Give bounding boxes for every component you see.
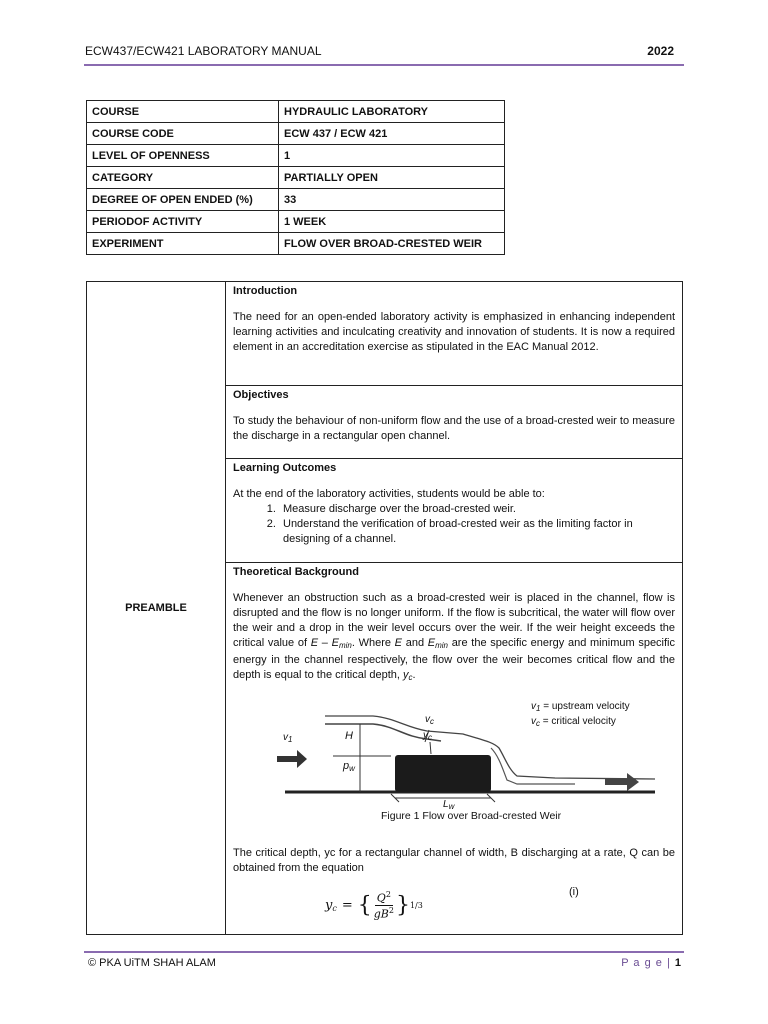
figure-caption: Figure 1 Flow over Broad-crested Weir (381, 810, 562, 822)
introduction-section (226, 282, 682, 386)
label-pw: $p_w$ (343, 760, 355, 773)
outcomes-list (233, 502, 675, 547)
label-yc: $y_c$ (423, 730, 432, 742)
manual-title: ECW437/ECW421 LABORATORY MANUAL (85, 44, 322, 58)
info-key: DEGREE OF OPEN ENDED (%) (87, 189, 279, 211)
label-H: H (345, 730, 353, 742)
table-row (87, 101, 505, 123)
figure-legend: $v_1$ = upstream velocity $v_c$ = critical velocity (531, 701, 630, 728)
info-key: PERIODOF ACTIVITY (87, 211, 279, 233)
info-value: ECW 437 / ECW 421 (279, 123, 505, 145)
table-row (87, 189, 505, 211)
learning-outcomes-section (226, 459, 682, 563)
info-key: EXPERIMENT (87, 233, 279, 255)
label-lw: $L_w$ (443, 799, 455, 811)
manual-year: 2022 (647, 44, 674, 58)
footer-divider (84, 951, 684, 953)
table-row (87, 167, 505, 189)
table-row (87, 145, 505, 167)
table-row (87, 211, 505, 233)
preamble-content (226, 282, 683, 935)
section-text: At the end of the laboratory activities, students would be able to: (233, 488, 545, 500)
info-key: CATEGORY (87, 167, 279, 189)
preamble-table (86, 281, 683, 935)
critical-depth-equation: $y_c$ = { $Q^2$ $gB^2$ } 1/3 (i) (325, 886, 579, 921)
section-title: Learning Outcomes (233, 462, 337, 474)
eq-equals: = (341, 897, 353, 913)
label-v1: $v_1$ (283, 732, 293, 744)
info-value: HYDRAULIC LABORATORY (279, 101, 505, 123)
theoretical-background-section (226, 563, 682, 934)
eq-fraction: $Q^2$ $gB^2$ (373, 890, 394, 921)
section-title: Theoretical Background (233, 566, 359, 578)
list-item: 2. Understand the verification of broad-crested weir as the limiting factor in designing of a channel. (279, 517, 675, 547)
label-vc: $v_c$ (425, 714, 434, 726)
footer-copyright: © PKA UiTM SHAH ALAM (88, 957, 216, 969)
table-row (87, 123, 505, 145)
section-text: The critical depth, yc for a rectangular channel of width, B discharging at a rate, Q can be obtained from the equation (233, 847, 675, 874)
weir-figure (255, 700, 675, 832)
eq-lhs: $y_c$ (325, 897, 337, 913)
section-text: Whenever an obstruction such as a broad-crested weir is placed in the channel, flow is disrupted and the flow is no longer uniform. If the flow is subcritical, the water will flow over the weir and a drop in the weir level occurs over the weir. If the weir height exceeds the critical value of E – $E_{min}$. Where E and $E_{min}$ are the specific energy and minimum specific energy in the channel respectively, the flow over the weir becomes critical flow and the depth is equal to the critical depth, $y_c$. (233, 592, 676, 682)
info-key: COURSE CODE (87, 123, 279, 145)
section-text: The need for an open-ended laboratory activity is emphasized in enhancing independent learning activities and inculcating creativity and innovation of students. It is now a required element in an accreditation exercise as stipulated in the EAC Manual 2012. (233, 311, 675, 353)
info-value: 33 (279, 189, 505, 211)
info-value: PARTIALLY OPEN (279, 167, 505, 189)
info-key: COURSE (87, 101, 279, 123)
eq-power: 1/3 (409, 900, 423, 910)
preamble-label: PREAMBLE (87, 282, 226, 935)
eq-number: (i) (569, 886, 579, 898)
section-title: Objectives (233, 389, 289, 401)
info-value: 1 (279, 145, 505, 167)
info-value: FLOW OVER BROAD-CRESTED WEIR (279, 233, 505, 255)
table-row (87, 233, 505, 255)
course-info-table (86, 100, 505, 255)
page-number: P a g e | 1 (621, 957, 682, 969)
section-text: To study the behaviour of non-uniform flow and the use of a broad-crested weir to measure the discharge in a rectangular open channel. (233, 415, 675, 442)
list-item: 1. Measure discharge over the broad-crested weir. (279, 502, 675, 517)
header-divider (84, 64, 684, 66)
info-key: LEVEL OF OPENNESS (87, 145, 279, 167)
info-value: 1 WEEK (279, 211, 505, 233)
objectives-section (226, 386, 682, 459)
section-title: Introduction (233, 285, 298, 297)
